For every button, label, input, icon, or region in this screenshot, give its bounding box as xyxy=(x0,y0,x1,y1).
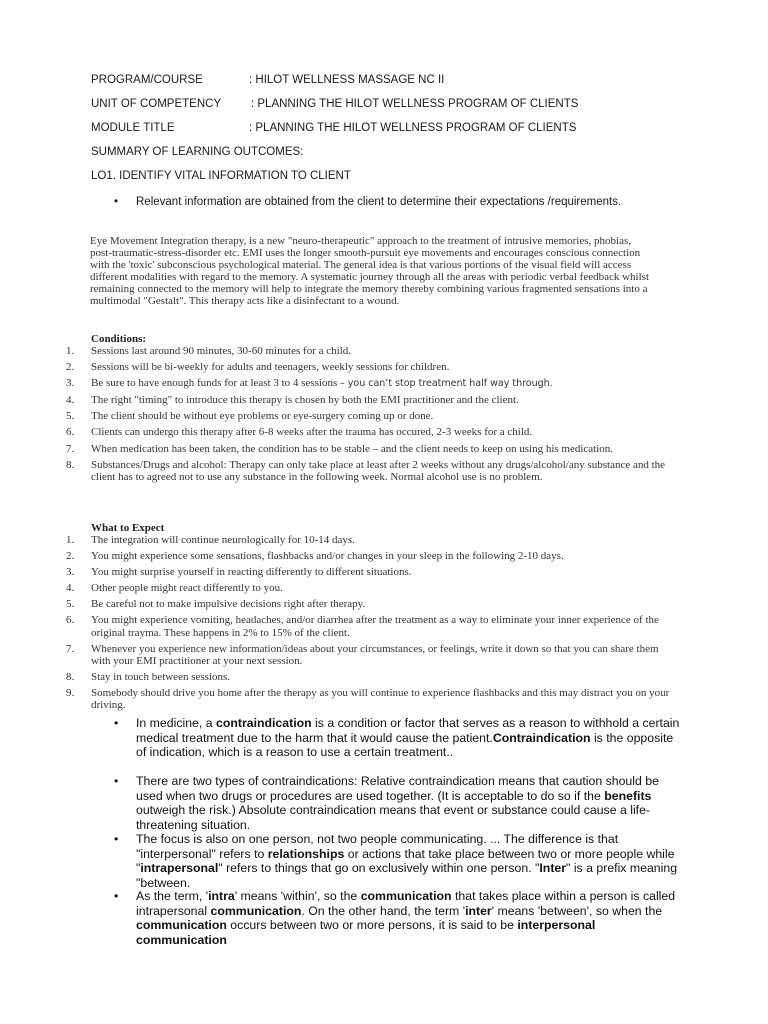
bullet-marker: • xyxy=(114,889,119,903)
emi-intro-paragraph: Eye Movement Integration therapy, is a new "neuro-therapeutic" approach to the treatment of intrusive memories, phobias, post-traumatic-stress-disorder etc. EMI uses the longer smooth-pursuit eye movements and encourages conscious connection with the 'toxic' subconscious psychological material. The general idea is that various portions of the visual field will access different modalities with regard to the memory. A systematic journey through all the areas with periodic verbal feedback whilst remaining connected to the memory will help to integrate the memory thereby combining various fragmented sensations into a multimodal "Gestalt". This therapy acts like a disinfectant to a wound. xyxy=(90,235,650,308)
list-item: 5. Be careful not to make impulsive decisions right after therapy. xyxy=(66,598,366,611)
list-item: 2. You might experience some sensations, flashbacks and/or changes in your sleep in the following 2-10 days. xyxy=(66,550,564,563)
unit-of-competency-label: UNIT OF COMPETENCY xyxy=(91,98,222,110)
list-item: 1. Sessions last around 90 minutes, 30-60 minutes for a child. xyxy=(66,345,351,357)
program-course-row xyxy=(91,74,444,86)
handwritten-note: – you can’t stop treatment half way through. xyxy=(339,378,553,390)
list-item: 5. The client should be without eye problems or eye-surgery coming up or done. xyxy=(66,410,434,423)
list-item: 9. Somebody should drive you home after the therapy as you will continue to experience flashbacks and this may distract you on your driving. xyxy=(66,686,670,712)
conditions-title: Conditions: xyxy=(91,333,147,345)
list-item: 4. The right "timing" to introduce this therapy is chosen by both the EMI practitioner and the client. xyxy=(66,394,519,407)
module-title-row xyxy=(91,122,576,134)
what-to-expect-list xyxy=(0,534,671,711)
list-item: 6. You might experience vomiting, headaches, and/or diarrhea after the treatment as a way to eliminate your inner experience of the original trayma. These happens in 2% to 15% of the client. xyxy=(66,614,659,639)
relevant-info-text: Relevant information are obtained from the client to determine their expectations /requirements. xyxy=(136,196,622,208)
lo1-heading: LO1. IDENTIFY VITAL INFORMATION TO CLIENT xyxy=(91,170,351,182)
summary-heading: SUMMARY OF LEARNING OUTCOMES: xyxy=(91,146,304,158)
module-title-label: MODULE TITLE xyxy=(91,122,175,134)
unit-of-competency-row xyxy=(91,98,578,110)
unit-of-competency-value: : PLANNING THE HILOT WELLNESS PROGRAM OF CLIENTS xyxy=(251,98,579,110)
bullet-marker: • xyxy=(114,832,119,846)
list-item: 7. Whenever you experience new information/ideas about your circumstances, or feelings, write it down so that you can share them with your EMI practitioner at your next session. xyxy=(66,642,659,667)
program-course-value: : HILOT WELLNESS MASSAGE NC II xyxy=(249,74,445,86)
program-course-label: PROGRAM/COURSE xyxy=(91,74,203,86)
relevant-info-bullet xyxy=(114,194,674,210)
list-item: 1. The integration will continue neurologically for 10-14 days. xyxy=(66,534,355,546)
bullet-marker: • xyxy=(114,196,119,208)
contraindication-types-bullet: • There are two types of contraindications: Relative contraindication means that caution should be used when two drugs or procedures are used together. (It is acceptable to do so if the benefits outweigh the risk.) Absolute contraindication means that event or substance could cause a life-threatening situation. xyxy=(114,774,659,832)
list-item: 3. You might surprise yourself in reacting differently to different situations. xyxy=(66,566,412,579)
bullet-marker: • xyxy=(114,716,119,730)
list-item: 2. Sessions will be bi-weekly for adults and teenagers, weekly sessions for children. xyxy=(66,361,450,374)
conditions-list xyxy=(0,345,671,483)
bullet-marker: • xyxy=(114,774,119,788)
list-item: 3. Be sure to have enough funds for at least 3 to 4 sessions – you can’t stop treatment half way through. xyxy=(66,377,553,390)
list-item: 8. Stay in touch between sessions. xyxy=(66,670,231,683)
contraindication-bullet: • In medicine, a contraindication is a condition or factor that serves as a reason to withhold a certain medical treatment due to the harm that it would cause the patient.Contraindication is the opposite of indication, which is a reason to use a certain treatment.. xyxy=(114,716,680,760)
list-item: 7. When medication has been taken, the condition has to be stable – and the client needs to keep on using his medication. xyxy=(66,442,614,455)
list-item: 8. Substances/Drugs and alcohol: Therapy can only take place at least after 2 weeks without any drugs/alcohol/any substance and the client has to agreed not to use any substance in the following week. Normal alcohol use is no problem. xyxy=(66,458,666,483)
intrapersonal-bullet: • As the term, 'intra' means 'within', so the communication that takes place within a person is called intrapersonal communication. On the other hand, the term 'inter' means 'between', so when the communication occurs between two or more persons, it is said to be interpersonal communication xyxy=(114,889,676,947)
list-item: 4. Other people might react differently to you. xyxy=(66,582,283,595)
interpersonal-bullet: • The focus is also on one person, not two people communicating. ... The difference is that "interpersonal" refers to relationships or actions that take place between two or more people while "intrapersonal" refers to things that go on exclusively within one person. "Inter" is a prefix meaning "between. xyxy=(114,832,678,890)
module-title-value: : PLANNING THE HILOT WELLNESS PROGRAM OF CLIENTS xyxy=(249,122,577,134)
list-item: 6. Clients can undergo this therapy after 6-8 weeks after the trauma has occured, 2-3 weeks for a child. xyxy=(66,426,533,439)
what-to-expect-title: What to Expect xyxy=(91,522,165,534)
